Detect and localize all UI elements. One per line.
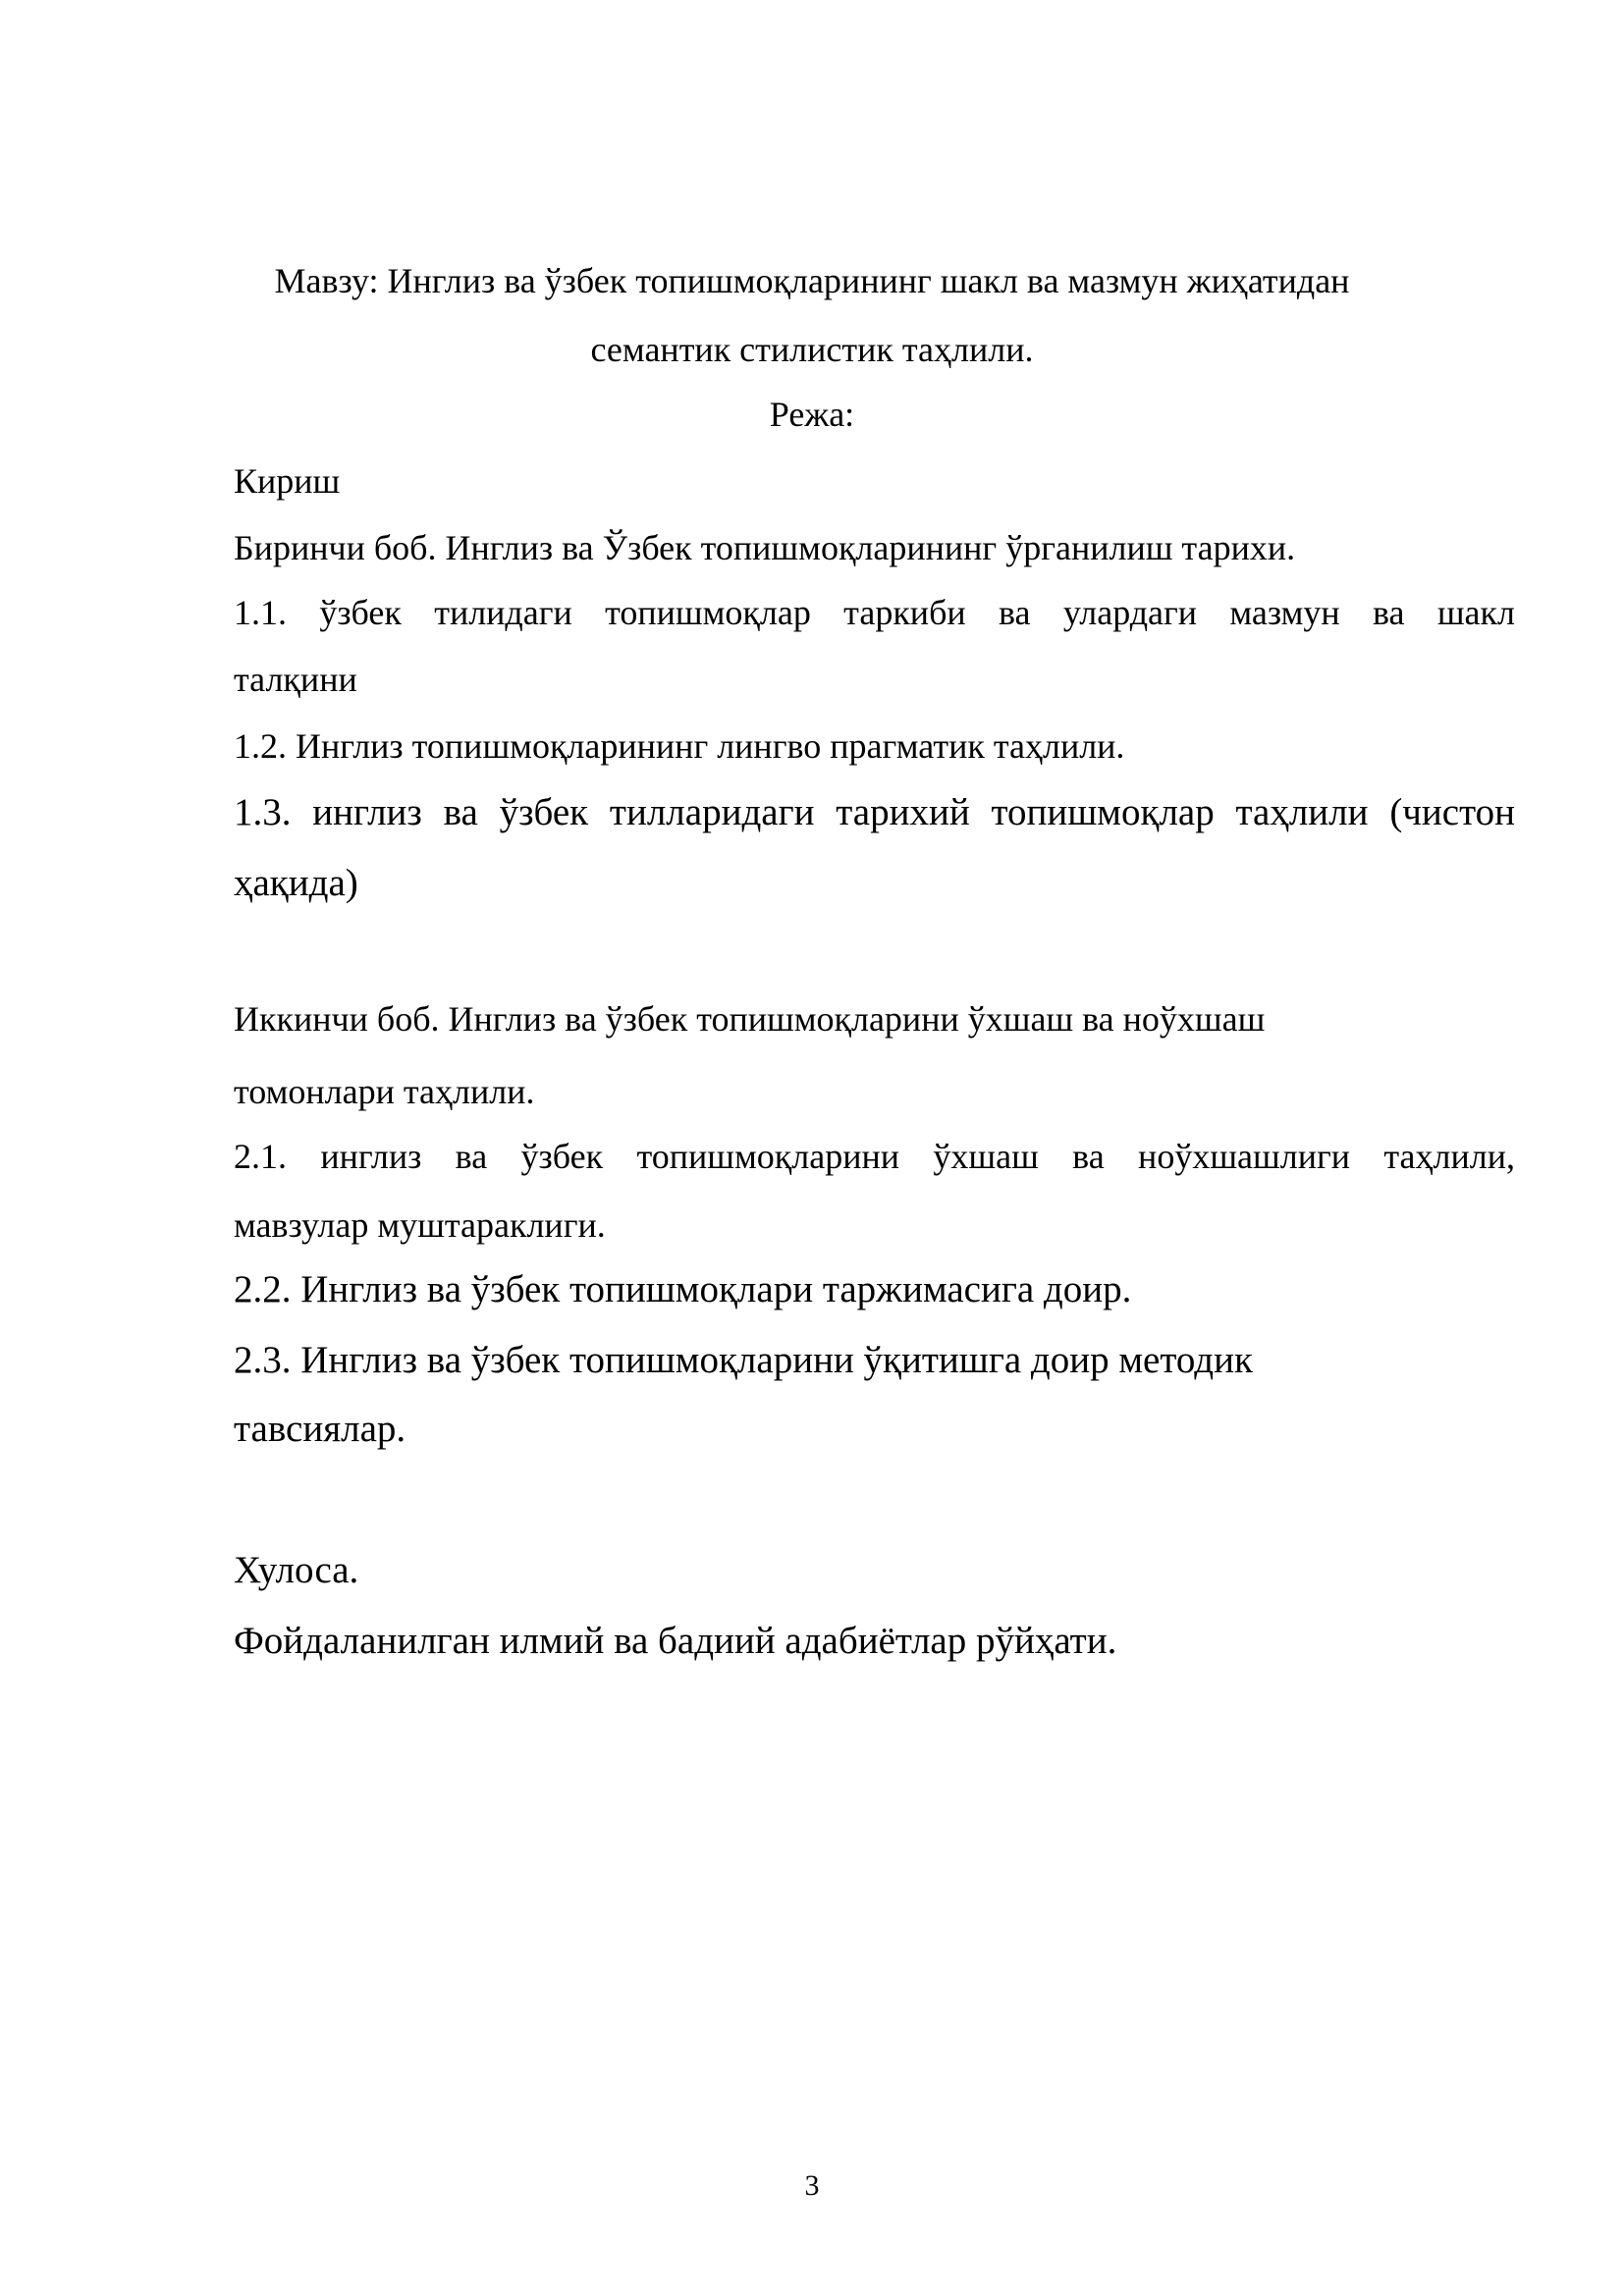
section-2-3-line-2: тавсиялар. [234,1408,406,1450]
title-line-2: семантик стилистик таҳлили. [590,330,1034,369]
section-2-3-line-1: 2.3. Инглиз ва ўзбек топишмоқларини ўқитишга доир методик [234,1339,1253,1381]
section-2-1-line-2: мавзулар муштараклиги. [234,1205,606,1245]
chapter-1-heading: Биринчи боб. Инглиз ва Ўзбек топишмоқларининг ўрганилиш тарихи. [234,528,1296,567]
section-2-2: 2.2. Инглиз ва ўзбек топишмоқлари таржимасига доир. [234,1268,1132,1310]
references-item: Фойдаланилган илмий ва бадиий адабиётлар рўйҳати. [234,1620,1117,1662]
section-1-3-line-1: 1.3. инглиз ва ўзбек тилларидаги тарихий топишмоқлар таҳлили (чистон [234,791,1515,833]
conclusion-item: Хулоса. [234,1549,359,1591]
chapter-2-heading-line-1: Иккинчи боб. Инглиз ва ўзбек топишмоқларини ўхшаш ва ноўхшаш [234,999,1266,1039]
chapter-2-heading-line-2: томонлари таҳлили. [234,1072,535,1111]
section-1-2: 1.2. Инглиз топишмоқларининг лингво прагматик таҳлили. [234,726,1125,766]
title-line-1: Мавзу: Инглиз ва ўзбек топишмоқларининг шакл ва мазмун жиҳатидан [274,261,1350,300]
section-1-1-line-2: талқини [234,660,357,699]
section-1-1-line-1: 1.1. ўзбек тилидаги топишмоқлар таркиби ва улардаги мазмун ва шакл [234,593,1515,632]
plan-heading: Режа: [769,395,855,434]
intro-item: Кириш [234,461,341,501]
section-2-1-line-1: 2.1. инглиз ва ўзбек топишмоқларини ўхшаш ва ноўхшашлиги таҳлили, [234,1137,1515,1176]
section-1-3-line-2: ҳақида) [234,862,358,904]
page-number: 3 [804,2169,820,2202]
